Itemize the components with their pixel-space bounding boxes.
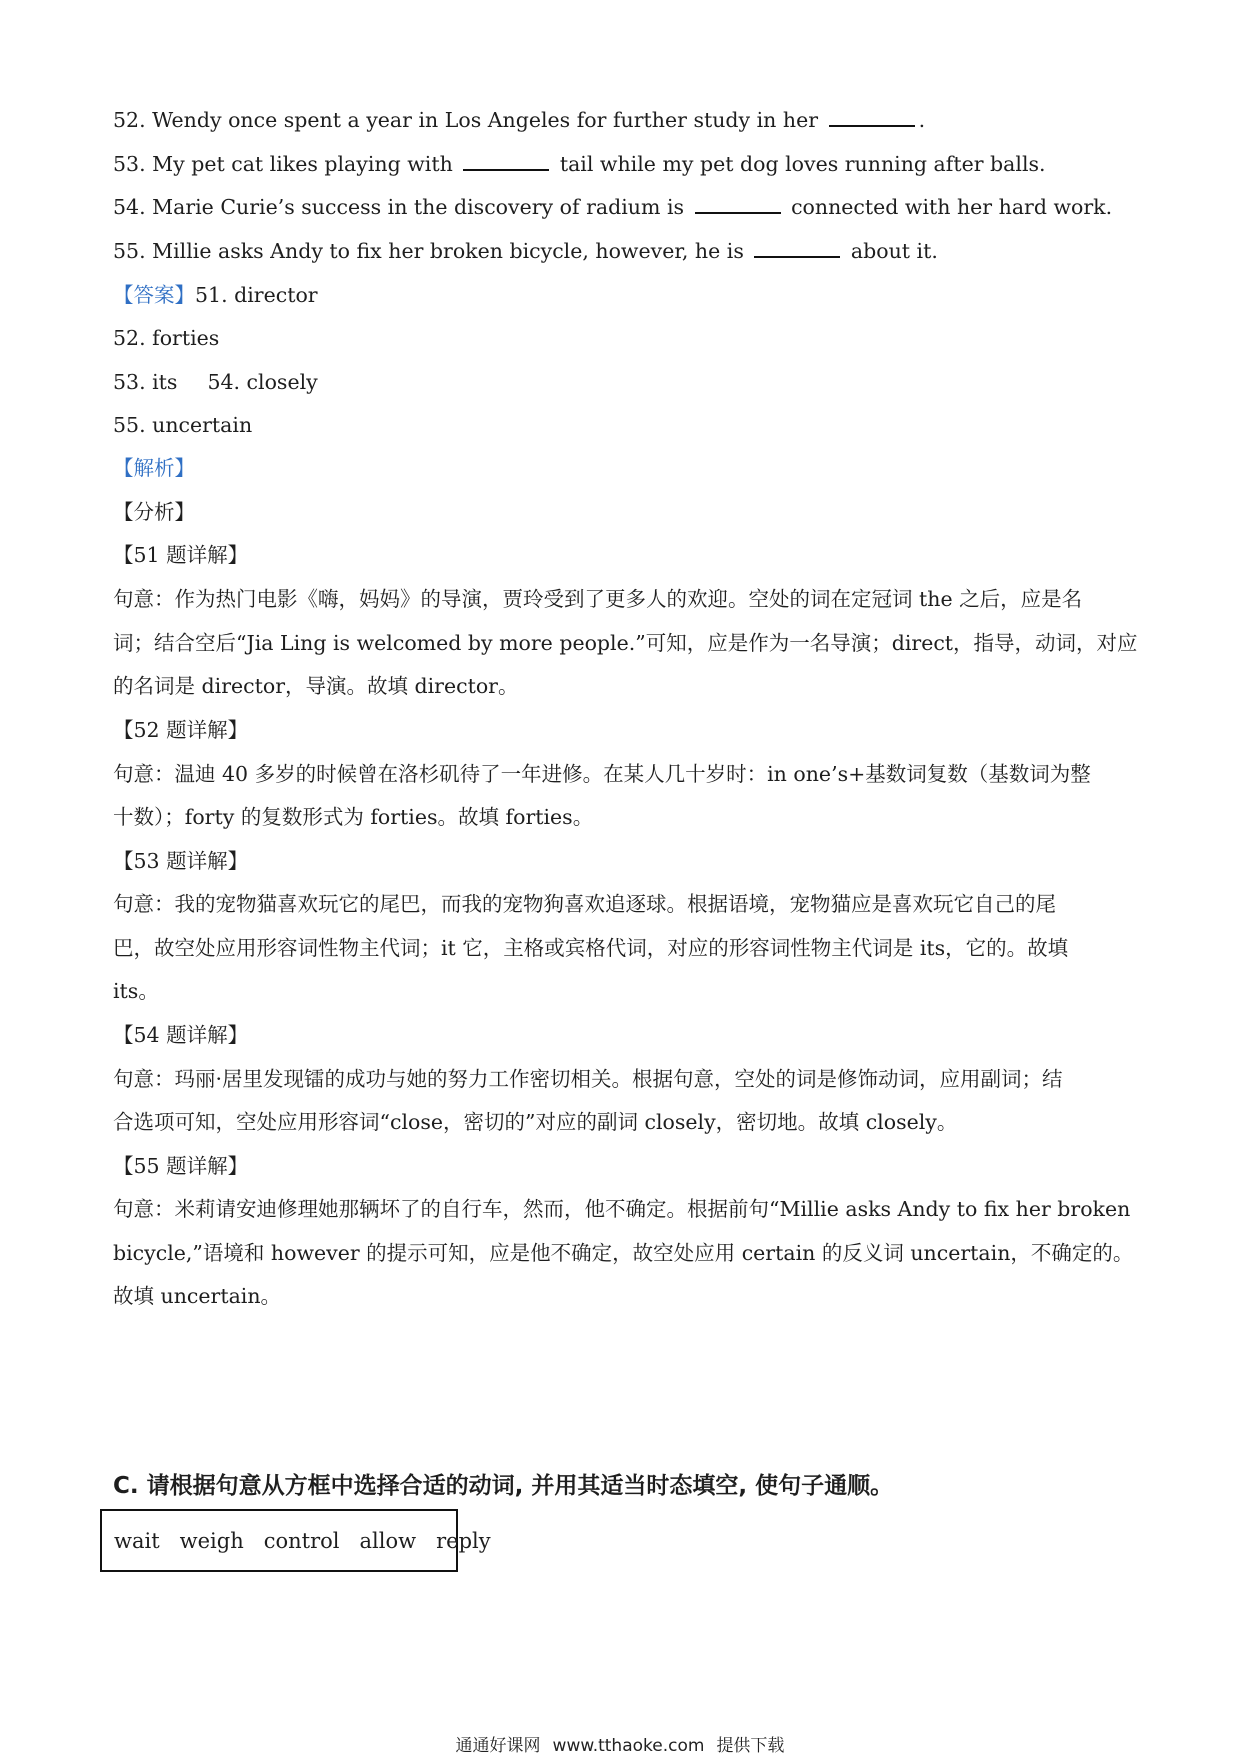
footer-note: 提供下载 (716, 1736, 785, 1756)
word-bank-box (100, 1509, 491, 1572)
question-54-end: connected with her hard work. (784, 195, 1113, 219)
q55-explanation-line-3: 故填 uncertain。 (113, 1284, 282, 1308)
answer-line-53-54 (113, 368, 1133, 396)
answer-blank (754, 238, 840, 258)
question-55 (113, 237, 1133, 265)
question-52-end: . (918, 108, 926, 132)
answer-blank (695, 194, 781, 214)
question-55-text: 55. Millie asks Andy to fix her broken bicycle, however, he is (113, 239, 751, 263)
q51-explanation-line-1: 句意：作为热门电影《嗨，妈妈》的导演，贾玲受到了更多人的欢迎。空处的词在定冠词 the 之后，应是名 (113, 587, 1083, 611)
page-footer (0, 1731, 1240, 1756)
q51-heading: 【51 题详解】 (113, 543, 249, 567)
q54-explanation-line-1: 句意：玛丽·居里发现镭的成功与她的努力工作密切相关。根据句意，空处的词是修饰动词，应用副词；结 (113, 1067, 1063, 1091)
answer-53: 53. its (113, 370, 178, 394)
q51-explanation-line-3: 的名词是 director，导演。故填 director。 (113, 674, 519, 698)
answer-blank (829, 107, 915, 127)
question-53-end: tail while my pet dog loves running after balls. (553, 152, 1046, 176)
word-bank-word: allow (359, 1528, 417, 1553)
answer-line-52 (113, 324, 1133, 352)
answer-tag: 【答案】 (113, 283, 195, 307)
q55-explanation-line-1: 句意：米莉请安迪修理她那辆坏了的自行车，然而，他不确定。根据前句“Millie asks Andy to fix her broken (113, 1197, 1131, 1221)
question-52-text: 52. Wendy once spent a year in Los Angeles for further study in her (113, 108, 825, 132)
section-c-title: C. 请根据句意从方框中选择合适的动词, 并用其适当时态填空, 使句子通顺。 (113, 1473, 894, 1499)
word-bank-word: control (263, 1528, 340, 1553)
footer-url[interactable]: www.tthaoke.com (552, 1736, 705, 1756)
q52-heading: 【52 题详解】 (113, 718, 249, 742)
q53-explanation-line-2: 巴，故空处应用形容词性物主代词；it 它，主格或宾格代词，对应的形容词性物主代词是 its，它的。故填 (113, 936, 1069, 960)
answer-line-51 (113, 281, 1133, 309)
q54-heading: 【54 题详解】 (113, 1023, 249, 1047)
answer-52: 52. forties (113, 326, 220, 350)
q52-explanation-line-1: 句意：温迪 40 多岁的时候曾在洛杉矶待了一年进修。在某人几十岁时：in one’s+基数词复数（基数词为整 (113, 762, 1091, 786)
q51-explanation-line-2: 词；结合空后“Jia Ling is welcomed by more people.”可知，应是作为一名导演；direct，指导，动词，对应 (113, 631, 1138, 655)
word-bank-word: reply (436, 1528, 491, 1553)
answer-55: 55. uncertain (113, 413, 253, 437)
answer-blank (463, 151, 549, 171)
q54-explanation-line-2: 合选项可知，空处应用形容词“close，密切的”对应的副词 closely，密切地。故填 closely。 (113, 1110, 958, 1134)
fenxi-heading: 【分析】 (113, 500, 195, 524)
question-53-text: 53. My pet cat likes playing with (113, 152, 460, 176)
footer-site-name: 通通好课网 (455, 1736, 541, 1756)
word-bank-word: wait (114, 1528, 160, 1553)
q55-explanation-line-2: bicycle,”语境和 however 的提示可知，应是他不确定，故空处应用 certain 的反义词 uncertain，不确定的。 (113, 1241, 1134, 1265)
q52-explanation-line-2: 十数）；forty 的复数形式为 forties。故填 forties。 (113, 805, 594, 829)
question-52 (113, 106, 1133, 134)
analysis-tag: 【解析】 (113, 456, 195, 480)
question-53 (113, 150, 1133, 178)
q55-heading: 【55 题详解】 (113, 1154, 249, 1178)
q53-explanation-line-1: 句意：我的宠物猫喜欢玩它的尾巴，而我的宠物狗喜欢追逐球。根据语境，宠物猫应是喜欢玩它自己的尾 (113, 892, 1056, 916)
question-54 (113, 193, 1133, 221)
q53-heading: 【53 题详解】 (113, 849, 249, 873)
answer-51: 51. director (195, 283, 318, 307)
q53-explanation-line-3: its。 (113, 979, 159, 1003)
answer-54: 54. closely (207, 370, 318, 394)
question-55-end: about it. (844, 239, 938, 263)
word-bank-word: weigh (179, 1528, 244, 1553)
question-54-text: 54. Marie Curie’s success in the discovery of radium is (113, 195, 691, 219)
answer-line-55 (113, 411, 1133, 439)
